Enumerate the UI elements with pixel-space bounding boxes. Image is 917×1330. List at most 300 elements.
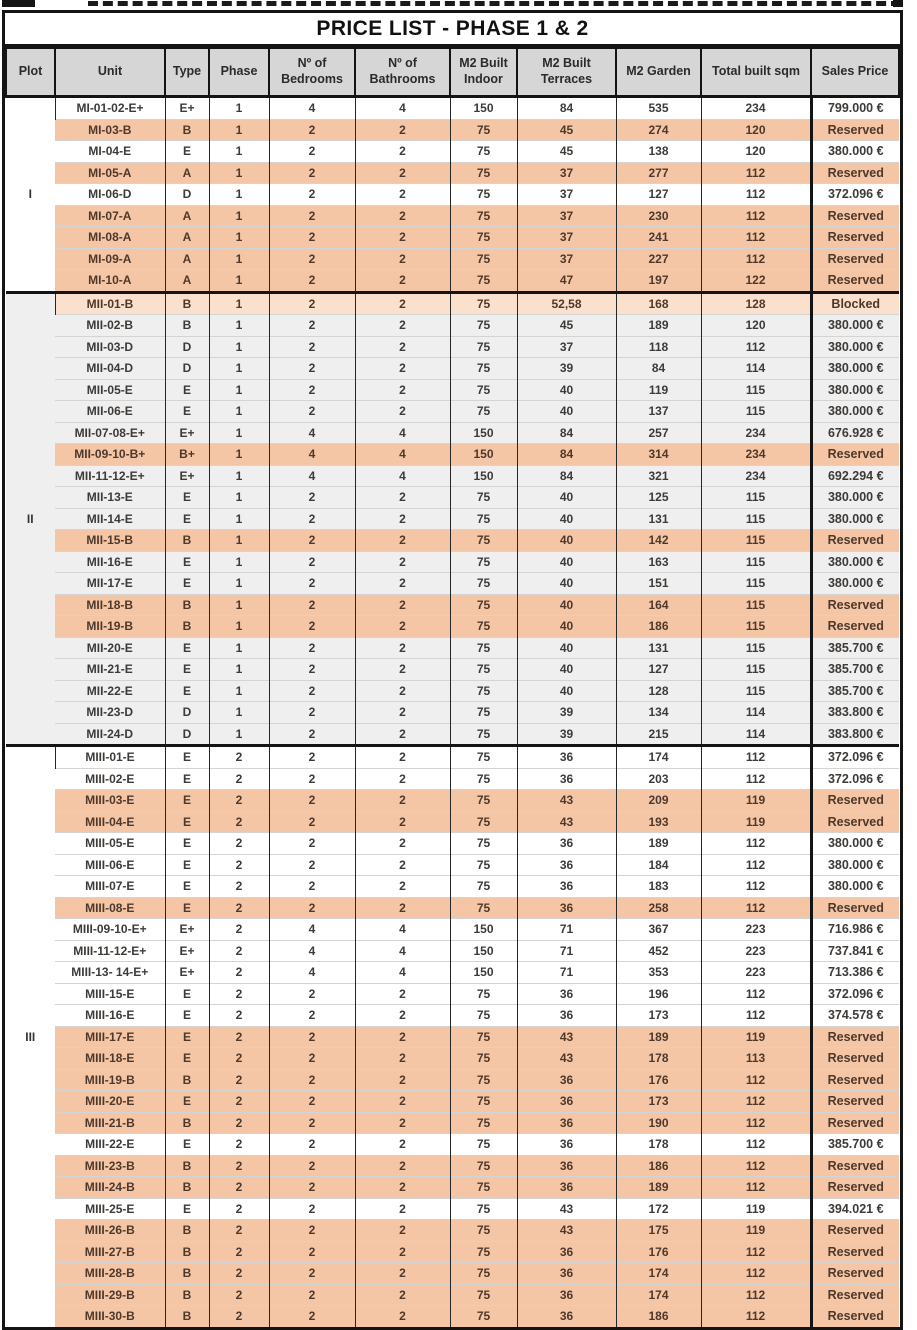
cell-terraces: 84 xyxy=(517,465,616,487)
cell-type: E xyxy=(165,680,209,702)
cell-phase: 2 xyxy=(209,854,269,876)
cell-bedrooms: 2 xyxy=(269,659,355,681)
cell-terraces: 43 xyxy=(517,790,616,812)
cell-unit: MI-05-A xyxy=(55,162,165,184)
cell-indoor: 150 xyxy=(450,444,517,466)
cell-total: 112 xyxy=(701,1306,811,1327)
cell-price: 380.000 € xyxy=(811,336,899,358)
cell-garden: 321 xyxy=(616,465,701,487)
cell-type: E xyxy=(165,790,209,812)
cell-bathrooms: 2 xyxy=(355,1091,450,1113)
cell-garden: 186 xyxy=(616,616,701,638)
cell-terraces: 36 xyxy=(517,876,616,898)
cell-type: E xyxy=(165,659,209,681)
cell-terraces: 40 xyxy=(517,680,616,702)
cell-indoor: 75 xyxy=(450,833,517,855)
cell-phase: 2 xyxy=(209,983,269,1005)
cell-bedrooms: 2 xyxy=(269,1026,355,1048)
cell-garden: 174 xyxy=(616,1263,701,1285)
cell-total: 112 xyxy=(701,1005,811,1027)
cell-total: 122 xyxy=(701,270,811,293)
cell-terraces: 40 xyxy=(517,530,616,552)
cell-type: D xyxy=(165,723,209,746)
cell-bathrooms: 2 xyxy=(355,1220,450,1242)
cell-terraces: 36 xyxy=(517,833,616,855)
cell-phase: 1 xyxy=(209,401,269,423)
cell-phase: 2 xyxy=(209,1198,269,1220)
cell-indoor: 75 xyxy=(450,746,517,769)
table-row xyxy=(6,1091,899,1113)
dashed-border-fragment xyxy=(88,1,901,6)
cell-unit: MII-04-D xyxy=(55,358,165,380)
cell-unit: MIII-16-E xyxy=(55,1005,165,1027)
cell-price: 372.096 € xyxy=(811,746,899,769)
cell-unit: MII-23-D xyxy=(55,702,165,724)
column-header-m2-garden: M2 Garden xyxy=(616,48,701,97)
cell-type: B xyxy=(165,292,209,315)
cell-total: 120 xyxy=(701,119,811,141)
cell-price: 372.096 € xyxy=(811,768,899,790)
cell-bathrooms: 2 xyxy=(355,723,450,746)
cell-total: 119 xyxy=(701,811,811,833)
cell-garden: 183 xyxy=(616,876,701,898)
cell-type: E xyxy=(165,141,209,163)
cell-type: B xyxy=(165,530,209,552)
table-row xyxy=(6,358,899,380)
cell-terraces: 45 xyxy=(517,141,616,163)
cell-type: B xyxy=(165,594,209,616)
cell-garden: 190 xyxy=(616,1112,701,1134)
cell-type: E xyxy=(165,487,209,509)
cell-total: 112 xyxy=(701,1263,811,1285)
column-header-m2-built-terraces: M2 Built Terraces xyxy=(517,48,616,97)
cell-phase: 2 xyxy=(209,940,269,962)
table-row xyxy=(6,162,899,184)
cell-price: Reserved xyxy=(811,811,899,833)
cell-price: 713.386 € xyxy=(811,962,899,984)
cell-bathrooms: 2 xyxy=(355,573,450,595)
cell-type: E xyxy=(165,1005,209,1027)
cell-type: E xyxy=(165,1134,209,1156)
cell-phase: 1 xyxy=(209,184,269,206)
cell-indoor: 150 xyxy=(450,919,517,941)
table-row xyxy=(6,1005,899,1027)
cell-garden: 184 xyxy=(616,854,701,876)
cell-indoor: 75 xyxy=(450,876,517,898)
cell-type: E xyxy=(165,811,209,833)
plot-label: I xyxy=(6,97,55,293)
cell-unit: MII-14-E xyxy=(55,508,165,530)
table-row xyxy=(6,205,899,227)
cell-indoor: 75 xyxy=(450,680,517,702)
cell-garden: 277 xyxy=(616,162,701,184)
cell-bedrooms: 2 xyxy=(269,270,355,293)
cell-bedrooms: 2 xyxy=(269,768,355,790)
price-table xyxy=(5,47,900,1327)
table-row xyxy=(6,897,899,919)
cell-unit: MIII-27-B xyxy=(55,1241,165,1263)
cell-unit: MIII-03-E xyxy=(55,790,165,812)
cell-phase: 1 xyxy=(209,119,269,141)
cell-terraces: 36 xyxy=(517,1005,616,1027)
cell-type: E xyxy=(165,551,209,573)
cell-indoor: 75 xyxy=(450,487,517,509)
cell-bedrooms: 2 xyxy=(269,1134,355,1156)
cell-price: 692.294 € xyxy=(811,465,899,487)
cell-indoor: 75 xyxy=(450,336,517,358)
cell-bedrooms: 2 xyxy=(269,315,355,337)
cell-garden: 142 xyxy=(616,530,701,552)
cell-unit: MII-03-D xyxy=(55,336,165,358)
cell-bedrooms: 2 xyxy=(269,336,355,358)
cell-price: 372.096 € xyxy=(811,983,899,1005)
cell-type: A xyxy=(165,248,209,270)
cell-indoor: 75 xyxy=(450,530,517,552)
cell-garden: 137 xyxy=(616,401,701,423)
table-row xyxy=(6,1134,899,1156)
table-row xyxy=(6,1198,899,1220)
cell-bedrooms: 2 xyxy=(269,1220,355,1242)
cell-bedrooms: 2 xyxy=(269,1091,355,1113)
cell-total: 112 xyxy=(701,184,811,206)
cell-phase: 2 xyxy=(209,1155,269,1177)
cell-bedrooms: 2 xyxy=(269,811,355,833)
cell-bedrooms: 2 xyxy=(269,205,355,227)
cell-bathrooms: 2 xyxy=(355,358,450,380)
cell-unit: MIII-11-12-E+ xyxy=(55,940,165,962)
cell-price: Reserved xyxy=(811,1155,899,1177)
cell-bathrooms: 2 xyxy=(355,876,450,898)
table-header xyxy=(6,48,899,97)
cell-garden: 257 xyxy=(616,422,701,444)
cell-type: E+ xyxy=(165,422,209,444)
cell-bathrooms: 2 xyxy=(355,1048,450,1070)
cell-unit: MIII-29-B xyxy=(55,1284,165,1306)
cell-price: 380.000 € xyxy=(811,573,899,595)
cell-garden: 178 xyxy=(616,1048,701,1070)
cell-unit: MI-06-D xyxy=(55,184,165,206)
cell-garden: 274 xyxy=(616,119,701,141)
cell-garden: 189 xyxy=(616,315,701,337)
cell-garden: 209 xyxy=(616,790,701,812)
cell-indoor: 75 xyxy=(450,573,517,595)
cell-bedrooms: 2 xyxy=(269,162,355,184)
cell-total: 223 xyxy=(701,962,811,984)
cell-bedrooms: 2 xyxy=(269,248,355,270)
cell-terraces: 52,58 xyxy=(517,292,616,315)
cell-bedrooms: 2 xyxy=(269,1069,355,1091)
cell-total: 115 xyxy=(701,551,811,573)
cell-total: 115 xyxy=(701,573,811,595)
cell-unit: MIII-04-E xyxy=(55,811,165,833)
cell-terraces: 84 xyxy=(517,97,616,120)
cell-bathrooms: 2 xyxy=(355,162,450,184)
table-row xyxy=(6,723,899,746)
cell-total: 119 xyxy=(701,1026,811,1048)
cell-total: 112 xyxy=(701,876,811,898)
column-header-bedrooms: Nº of Bedrooms xyxy=(269,48,355,97)
cell-type: A xyxy=(165,227,209,249)
cell-price: 385.700 € xyxy=(811,680,899,702)
cell-price: 737.841 € xyxy=(811,940,899,962)
cell-terraces: 37 xyxy=(517,248,616,270)
cell-total: 128 xyxy=(701,292,811,315)
cell-type: E xyxy=(165,573,209,595)
cell-unit: MIII-09-10-E+ xyxy=(55,919,165,941)
cell-indoor: 75 xyxy=(450,401,517,423)
cell-garden: 134 xyxy=(616,702,701,724)
cell-bathrooms: 2 xyxy=(355,1284,450,1306)
cell-bathrooms: 2 xyxy=(355,1306,450,1327)
cell-bathrooms: 2 xyxy=(355,811,450,833)
cell-bedrooms: 2 xyxy=(269,1241,355,1263)
cell-price: 385.700 € xyxy=(811,1134,899,1156)
cell-type: E xyxy=(165,1091,209,1113)
table-row xyxy=(6,790,899,812)
cell-price: 676.928 € xyxy=(811,422,899,444)
cell-type: E xyxy=(165,983,209,1005)
cell-garden: 193 xyxy=(616,811,701,833)
cell-total: 112 xyxy=(701,248,811,270)
cell-indoor: 75 xyxy=(450,315,517,337)
cell-price: 716.986 € xyxy=(811,919,899,941)
cell-phase: 2 xyxy=(209,1306,269,1327)
table-row xyxy=(6,746,899,769)
cell-garden: 176 xyxy=(616,1241,701,1263)
cell-bathrooms: 2 xyxy=(355,637,450,659)
cell-unit: MIII-17-E xyxy=(55,1026,165,1048)
cell-price: 380.000 € xyxy=(811,358,899,380)
cell-bedrooms: 2 xyxy=(269,723,355,746)
cell-type: B xyxy=(165,1241,209,1263)
cell-total: 112 xyxy=(701,854,811,876)
cell-bathrooms: 2 xyxy=(355,1263,450,1285)
cell-type: E xyxy=(165,854,209,876)
cell-terraces: 39 xyxy=(517,723,616,746)
table-row xyxy=(6,227,899,249)
cell-total: 114 xyxy=(701,702,811,724)
cell-price: Reserved xyxy=(811,248,899,270)
cell-phase: 2 xyxy=(209,833,269,855)
cell-terraces: 36 xyxy=(517,1112,616,1134)
cell-garden: 128 xyxy=(616,680,701,702)
cell-price: Reserved xyxy=(811,270,899,293)
cell-unit: MII-24-D xyxy=(55,723,165,746)
cell-phase: 1 xyxy=(209,530,269,552)
cell-total: 112 xyxy=(701,983,811,1005)
cell-type: B xyxy=(165,1306,209,1327)
cell-phase: 1 xyxy=(209,292,269,315)
cell-price: Reserved xyxy=(811,594,899,616)
cell-terraces: 47 xyxy=(517,270,616,293)
cell-unit: MI-07-A xyxy=(55,205,165,227)
cell-type: B xyxy=(165,119,209,141)
cropped-cell-fragment xyxy=(2,0,35,7)
cell-indoor: 150 xyxy=(450,422,517,444)
table-row xyxy=(6,248,899,270)
cell-bathrooms: 4 xyxy=(355,444,450,466)
cell-total: 112 xyxy=(701,897,811,919)
cell-total: 112 xyxy=(701,1284,811,1306)
cell-terraces: 43 xyxy=(517,1048,616,1070)
cell-type: E xyxy=(165,379,209,401)
cell-terraces: 40 xyxy=(517,487,616,509)
cell-price: Reserved xyxy=(811,1091,899,1113)
cell-bathrooms: 4 xyxy=(355,465,450,487)
cell-phase: 1 xyxy=(209,379,269,401)
cell-indoor: 75 xyxy=(450,1177,517,1199)
cell-unit: MII-22-E xyxy=(55,680,165,702)
cell-total: 115 xyxy=(701,616,811,638)
table-row xyxy=(6,487,899,509)
cell-price: 380.000 € xyxy=(811,508,899,530)
cell-terraces: 36 xyxy=(517,746,616,769)
cell-bathrooms: 2 xyxy=(355,680,450,702)
cell-garden: 189 xyxy=(616,1026,701,1048)
cell-unit: MIII-23-B xyxy=(55,1155,165,1177)
table-row xyxy=(6,811,899,833)
cell-terraces: 40 xyxy=(517,594,616,616)
cell-price: 380.000 € xyxy=(811,141,899,163)
cell-terraces: 36 xyxy=(517,1134,616,1156)
cell-garden: 197 xyxy=(616,270,701,293)
cell-total: 120 xyxy=(701,315,811,337)
cell-phase: 2 xyxy=(209,1284,269,1306)
cell-garden: 168 xyxy=(616,292,701,315)
cell-phase: 1 xyxy=(209,616,269,638)
cell-bathrooms: 2 xyxy=(355,336,450,358)
cell-total: 223 xyxy=(701,940,811,962)
cell-terraces: 71 xyxy=(517,940,616,962)
cell-bathrooms: 2 xyxy=(355,746,450,769)
cell-bedrooms: 2 xyxy=(269,119,355,141)
cell-total: 115 xyxy=(701,530,811,552)
cell-total: 112 xyxy=(701,746,811,769)
cell-phase: 2 xyxy=(209,1263,269,1285)
cell-bathrooms: 4 xyxy=(355,962,450,984)
cell-bedrooms: 2 xyxy=(269,983,355,1005)
cell-total: 115 xyxy=(701,508,811,530)
cell-price: Reserved xyxy=(811,1177,899,1199)
cell-unit: MIII-13- 14-E+ xyxy=(55,962,165,984)
table-row xyxy=(6,940,899,962)
cell-garden: 174 xyxy=(616,746,701,769)
table-row xyxy=(6,637,899,659)
cell-bedrooms: 2 xyxy=(269,897,355,919)
cell-unit: MII-02-B xyxy=(55,315,165,337)
column-header-phase: Phase xyxy=(209,48,269,97)
table-row xyxy=(6,1048,899,1070)
cell-bedrooms: 2 xyxy=(269,876,355,898)
cell-phase: 2 xyxy=(209,1220,269,1242)
cell-indoor: 75 xyxy=(450,1112,517,1134)
cell-total: 114 xyxy=(701,358,811,380)
cell-indoor: 75 xyxy=(450,1069,517,1091)
cell-indoor: 75 xyxy=(450,227,517,249)
cell-bathrooms: 2 xyxy=(355,119,450,141)
cell-indoor: 75 xyxy=(450,551,517,573)
cell-price: Reserved xyxy=(811,790,899,812)
cell-total: 119 xyxy=(701,1198,811,1220)
cell-unit: MII-13-E xyxy=(55,487,165,509)
cell-terraces: 36 xyxy=(517,1306,616,1327)
cell-bathrooms: 2 xyxy=(355,205,450,227)
cell-terraces: 36 xyxy=(517,768,616,790)
cell-price: 374.578 € xyxy=(811,1005,899,1027)
cell-indoor: 75 xyxy=(450,358,517,380)
cell-garden: 189 xyxy=(616,833,701,855)
table-row xyxy=(6,594,899,616)
table-body xyxy=(6,97,899,1327)
cell-unit: MI-08-A xyxy=(55,227,165,249)
cell-bedrooms: 2 xyxy=(269,1155,355,1177)
cell-bathrooms: 2 xyxy=(355,292,450,315)
cell-type: B xyxy=(165,1263,209,1285)
cell-unit: MI-10-A xyxy=(55,270,165,293)
table-row xyxy=(6,1026,899,1048)
cell-indoor: 75 xyxy=(450,270,517,293)
cell-bathrooms: 2 xyxy=(355,1177,450,1199)
cell-total: 112 xyxy=(701,1091,811,1113)
cell-unit: MIII-22-E xyxy=(55,1134,165,1156)
cell-bedrooms: 2 xyxy=(269,637,355,659)
cell-bedrooms: 2 xyxy=(269,680,355,702)
cell-total: 234 xyxy=(701,444,811,466)
table-row xyxy=(6,768,899,790)
cell-phase: 1 xyxy=(209,162,269,184)
table-row xyxy=(6,983,899,1005)
cell-garden: 215 xyxy=(616,723,701,746)
table-row xyxy=(6,336,899,358)
cell-terraces: 40 xyxy=(517,637,616,659)
table-row xyxy=(6,141,899,163)
cell-terraces: 43 xyxy=(517,1220,616,1242)
cell-bedrooms: 4 xyxy=(269,422,355,444)
cell-price: 380.000 € xyxy=(811,315,899,337)
cell-terraces: 71 xyxy=(517,919,616,941)
cell-bedrooms: 2 xyxy=(269,1263,355,1285)
cell-bedrooms: 2 xyxy=(269,508,355,530)
cell-total: 112 xyxy=(701,1134,811,1156)
cell-indoor: 75 xyxy=(450,811,517,833)
cell-terraces: 71 xyxy=(517,962,616,984)
cell-bathrooms: 2 xyxy=(355,1134,450,1156)
cell-unit: MII-09-10-B+ xyxy=(55,444,165,466)
cell-type: B xyxy=(165,1284,209,1306)
cell-bathrooms: 2 xyxy=(355,1112,450,1134)
cell-phase: 2 xyxy=(209,1134,269,1156)
cell-bathrooms: 4 xyxy=(355,919,450,941)
cell-indoor: 75 xyxy=(450,205,517,227)
cell-indoor: 75 xyxy=(450,162,517,184)
table-row xyxy=(6,702,899,724)
plot-label: II xyxy=(6,292,55,746)
cell-terraces: 84 xyxy=(517,444,616,466)
cell-bathrooms: 2 xyxy=(355,659,450,681)
price-list-sheet xyxy=(2,10,903,1330)
cell-indoor: 75 xyxy=(450,637,517,659)
cell-unit: MI-03-B xyxy=(55,119,165,141)
table-row xyxy=(6,530,899,552)
cell-bedrooms: 4 xyxy=(269,465,355,487)
cell-garden: 163 xyxy=(616,551,701,573)
cell-bathrooms: 2 xyxy=(355,508,450,530)
cell-bathrooms: 2 xyxy=(355,379,450,401)
cell-phase: 2 xyxy=(209,768,269,790)
cell-terraces: 45 xyxy=(517,315,616,337)
cell-type: D xyxy=(165,702,209,724)
table-row xyxy=(6,270,899,293)
